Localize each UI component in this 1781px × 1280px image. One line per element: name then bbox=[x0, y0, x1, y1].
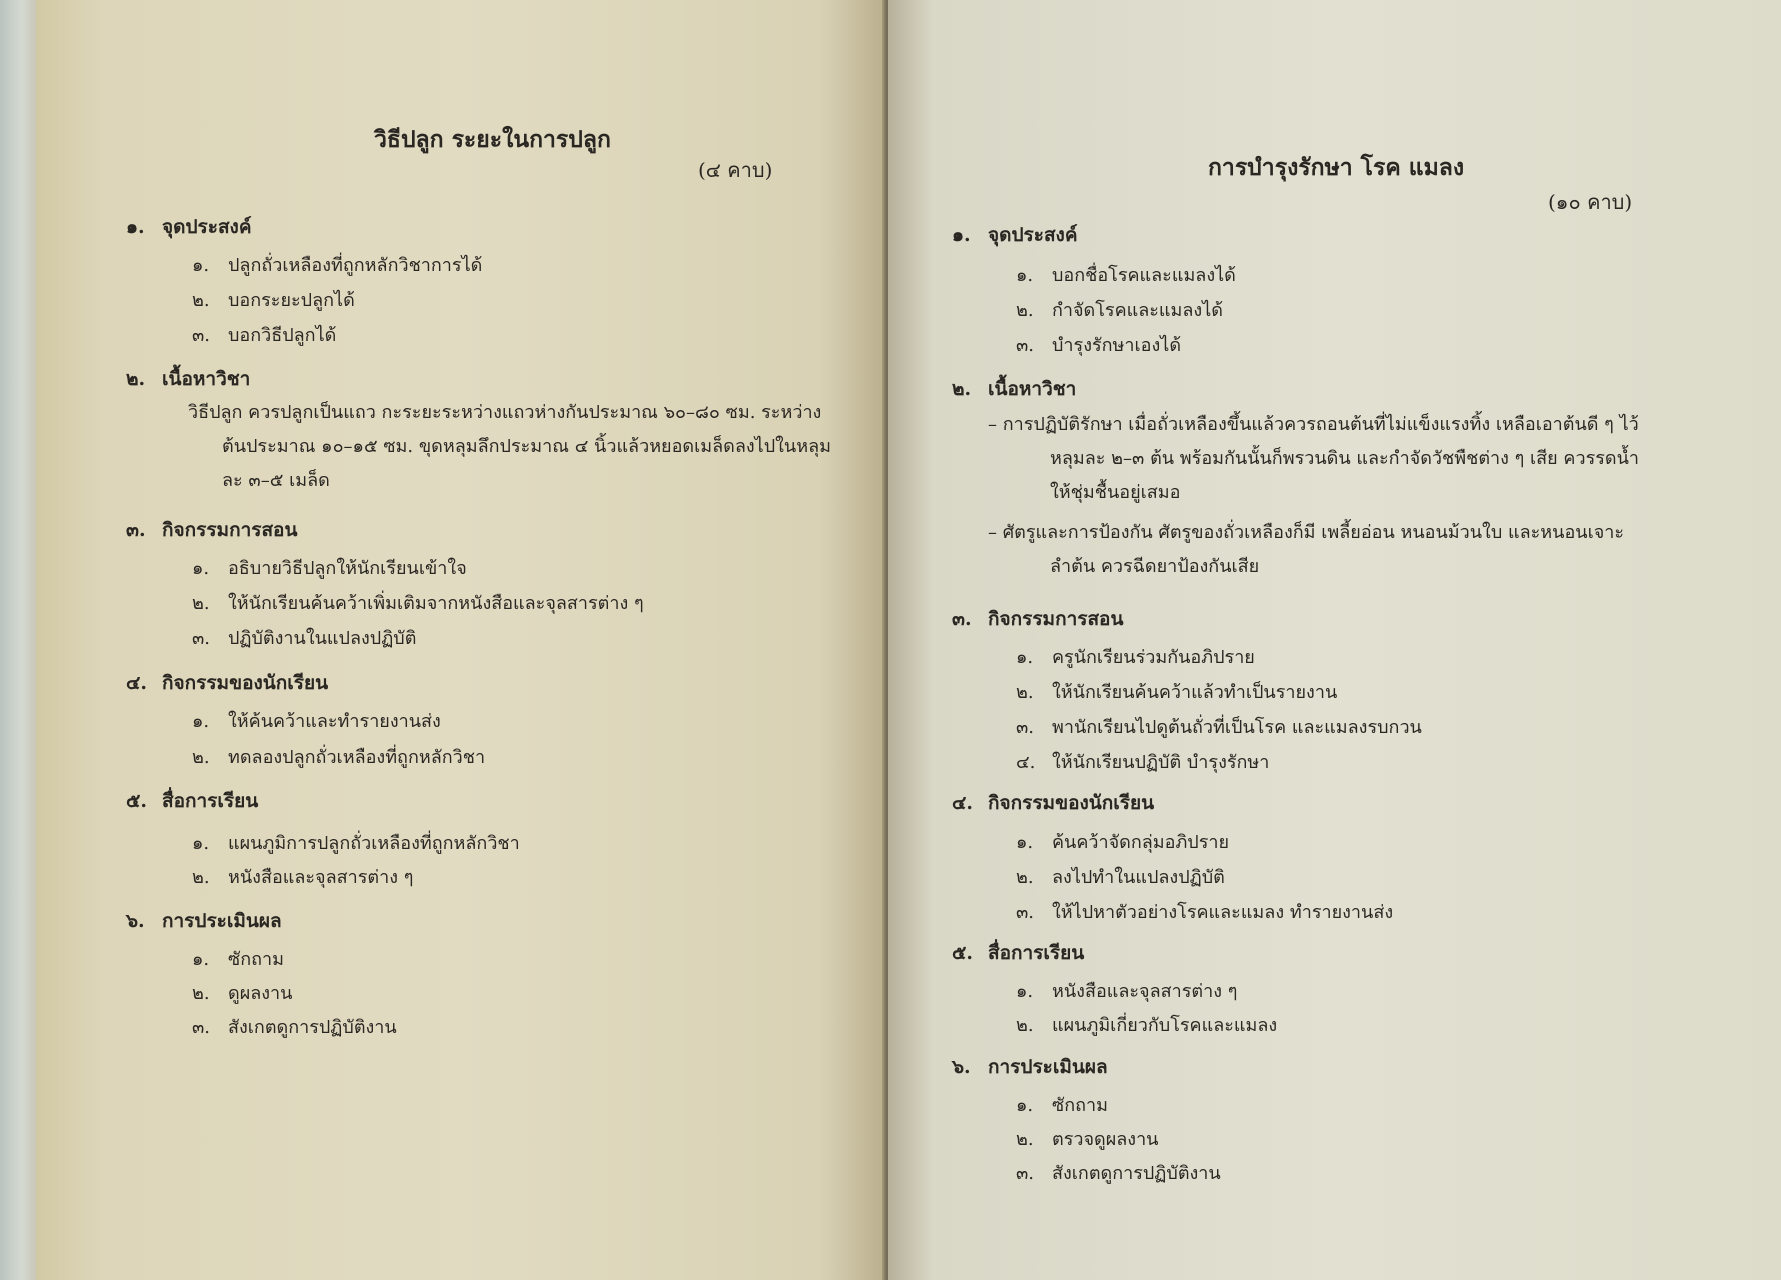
item-text: ครูนักเรียนร่วมกันอภิปราย bbox=[1052, 647, 1255, 668]
item-number: ๑. bbox=[192, 255, 210, 276]
list-item bbox=[192, 862, 413, 891]
section-number: ๑. bbox=[952, 224, 971, 246]
section-heading bbox=[952, 604, 1123, 634]
paragraph-line: ละ ๓–๕ เมล็ด bbox=[222, 470, 330, 491]
list-item bbox=[192, 320, 336, 349]
item-number: ๒. bbox=[1016, 300, 1034, 321]
list-item bbox=[1016, 330, 1181, 359]
section-heading bbox=[952, 938, 1084, 968]
left-page bbox=[36, 0, 888, 1280]
item-number: ๒. bbox=[1016, 1015, 1034, 1036]
section-heading bbox=[952, 374, 1076, 404]
period-count: (๔ คาบ) bbox=[698, 158, 773, 182]
list-item bbox=[192, 588, 644, 617]
page-title: การบำรุงรักษา โรค แมลง bbox=[1208, 154, 1465, 181]
bullet-line: ลำต้น ควรฉีดยาป้องกันเสีย bbox=[1050, 556, 1260, 577]
section-title: จุดประสงค์ bbox=[162, 216, 252, 238]
bullet-line: ให้ชุ่มชื้นอยู่เสมอ bbox=[1050, 482, 1181, 503]
item-number: ๒. bbox=[192, 983, 210, 1004]
item-number: ๓. bbox=[1016, 335, 1035, 356]
item-number: ๓. bbox=[1016, 1163, 1035, 1184]
list-item bbox=[192, 285, 355, 314]
item-number: ๑. bbox=[1016, 647, 1034, 668]
section-title: กิจกรรมการสอน bbox=[162, 519, 298, 541]
right-page bbox=[888, 0, 1781, 1280]
item-text: ให้นักเรียนค้นคว้าเพิ่มเติมจากหนังสือและจุลสารต่าง ๆ bbox=[228, 593, 644, 614]
section-title: สื่อการเรียน bbox=[988, 942, 1085, 964]
section-heading bbox=[952, 788, 1154, 818]
section-title: กิจกรรมของนักเรียน bbox=[988, 792, 1155, 814]
section-number: ๓. bbox=[952, 608, 972, 630]
list-item bbox=[192, 742, 485, 771]
list-item bbox=[1016, 747, 1269, 776]
list-item bbox=[1016, 827, 1229, 856]
section-heading bbox=[952, 1052, 1108, 1082]
item-text: ให้นักเรียนค้นคว้าแล้วทำเป็นรายงาน bbox=[1052, 682, 1338, 703]
item-text: บำรุงรักษาเองได้ bbox=[1052, 335, 1182, 356]
list-item bbox=[1016, 712, 1422, 741]
paragraph-line: ต้นประมาณ ๑๐–๑๕ ซม. ขุดหลุมลึกประมาณ ๔ นิ้วแล้วหยอดเมล็ดลงไปในหลุม bbox=[222, 436, 831, 457]
list-item bbox=[192, 623, 416, 652]
item-text: สังเกตดูการปฏิบัติงาน bbox=[1052, 1163, 1221, 1184]
item-number: ๔. bbox=[1016, 752, 1036, 773]
bullet-line: หลุมละ ๒–๓ ต้น พร้อมกันนั้นก็พรวนดิน และกำจัดวัชพืชต่าง ๆ เสีย ควรรดน้ำ bbox=[1050, 448, 1640, 469]
section-heading bbox=[126, 212, 252, 242]
list-item bbox=[1016, 862, 1225, 891]
item-text: ให้นักเรียนปฏิบัติ บำรุงรักษา bbox=[1052, 752, 1270, 773]
list-item bbox=[1016, 1090, 1108, 1119]
section-heading bbox=[952, 220, 1078, 250]
item-text: บอกวิธีปลูกได้ bbox=[228, 325, 337, 346]
section-title: จุดประสงค์ bbox=[988, 224, 1078, 246]
period-count: (๑๐ คาบ) bbox=[1548, 190, 1633, 214]
section-title: เนื้อหาวิชา bbox=[988, 378, 1077, 400]
list-item bbox=[1016, 260, 1236, 289]
item-number: ๒. bbox=[1016, 682, 1034, 703]
item-text: ดูผลงาน bbox=[228, 983, 293, 1004]
item-number: ๓. bbox=[192, 325, 211, 346]
list-item bbox=[1016, 1010, 1277, 1039]
paragraph-line: วิธีปลูก ควรปลูกเป็นแถว กะระยะระหว่างแถวห่างกันประมาณ ๖๐–๘๐ ซม. ระหว่าง bbox=[188, 402, 822, 423]
content-bullet bbox=[988, 516, 1748, 584]
item-number: ๒. bbox=[1016, 867, 1034, 888]
section-number: ๒. bbox=[126, 368, 146, 390]
list-item bbox=[1016, 642, 1255, 671]
item-text: บอกระยะปลูกได้ bbox=[228, 290, 355, 311]
list-item bbox=[192, 1012, 397, 1041]
item-number: ๑. bbox=[1016, 832, 1034, 853]
list-item bbox=[1016, 897, 1393, 926]
item-number: ๒. bbox=[192, 867, 210, 888]
item-number: ๑. bbox=[192, 833, 210, 854]
item-number: ๒. bbox=[192, 593, 210, 614]
list-item bbox=[1016, 1158, 1221, 1187]
item-text: ซักถาม bbox=[1052, 1095, 1108, 1116]
item-number: ๓. bbox=[1016, 717, 1035, 738]
item-number: ๓. bbox=[1016, 902, 1035, 923]
item-number: ๑. bbox=[192, 711, 210, 732]
item-text: ปฏิบัติงานในแปลงปฏิบัติ bbox=[228, 628, 417, 649]
bullet-line: – ศัตรูและการป้องกัน ศัตรูของถั่วเหลืองก็มี เพลี้ยอ่อน หนอนม้วนใบ และหนอนเจาะ bbox=[988, 522, 1625, 543]
item-text: อธิบายวิธีปลูกให้นักเรียนเข้าใจ bbox=[228, 558, 467, 579]
item-number: ๑. bbox=[1016, 981, 1034, 1002]
item-number: ๓. bbox=[192, 1017, 211, 1038]
item-text: พานักเรียนไปดูต้นถั่วที่เป็นโรค และแมลงรบกวน bbox=[1052, 717, 1422, 738]
section-number: ๑. bbox=[126, 216, 145, 238]
section-number: ๕. bbox=[126, 790, 147, 812]
section-heading bbox=[126, 906, 282, 936]
list-item bbox=[192, 250, 482, 279]
page-title: วิธีปลูก ระยะในการปลูก bbox=[374, 126, 611, 153]
item-text: ทดลองปลูกถั่วเหลืองที่ถูกหลักวิชา bbox=[228, 747, 486, 768]
list-item bbox=[192, 706, 441, 735]
section-heading bbox=[126, 668, 328, 698]
list-item bbox=[192, 978, 292, 1007]
section-heading bbox=[126, 515, 297, 545]
section-title: กิจกรรมของนักเรียน bbox=[162, 672, 329, 694]
list-item bbox=[1016, 976, 1237, 1005]
scan-edge bbox=[0, 0, 36, 1280]
section-number: ๖. bbox=[952, 1056, 971, 1078]
item-text: สังเกตดูการปฏิบัติงาน bbox=[228, 1017, 397, 1038]
section-heading bbox=[126, 364, 250, 394]
section-title: การประเมินผล bbox=[162, 910, 282, 932]
section-title: เนื้อหาวิชา bbox=[162, 368, 251, 390]
item-number: ๓. bbox=[192, 628, 211, 649]
item-number: ๒. bbox=[192, 290, 210, 311]
list-item bbox=[1016, 677, 1337, 706]
content-paragraph bbox=[188, 396, 878, 498]
item-text: กำจัดโรคและแมลงได้ bbox=[1052, 300, 1223, 321]
section-title: การประเมินผล bbox=[988, 1056, 1108, 1078]
section-number: ๔. bbox=[126, 672, 147, 694]
section-number: ๓. bbox=[126, 519, 146, 541]
item-number: ๒. bbox=[1016, 1129, 1034, 1150]
item-text: ให้ค้นคว้าและทำรายงานส่ง bbox=[228, 711, 441, 732]
section-number: ๖. bbox=[126, 910, 145, 932]
item-text: หนังสือและจุลสารต่าง ๆ bbox=[1052, 981, 1238, 1002]
item-text: ลงไปทำในแปลงปฏิบัติ bbox=[1052, 867, 1225, 888]
list-item bbox=[192, 553, 467, 582]
item-number: ๑. bbox=[1016, 1095, 1034, 1116]
section-number: ๒. bbox=[952, 378, 972, 400]
section-number: ๕. bbox=[952, 942, 973, 964]
item-text: บอกชื่อโรคและแมลงได้ bbox=[1052, 265, 1236, 286]
content-bullet bbox=[988, 408, 1748, 510]
item-text: ซักถาม bbox=[228, 949, 284, 970]
item-text: แผนภูมิเกี่ยวกับโรคและแมลง bbox=[1052, 1015, 1278, 1036]
list-item bbox=[192, 828, 520, 857]
list-item bbox=[1016, 295, 1223, 324]
item-text: หนังสือและจุลสารต่าง ๆ bbox=[228, 867, 414, 888]
list-item bbox=[1016, 1124, 1158, 1153]
section-title: กิจกรรมการสอน bbox=[988, 608, 1124, 630]
section-number: ๔. bbox=[952, 792, 973, 814]
item-text: ให้ไปหาตัวอย่างโรคและแมลง ทำรายงานส่ง bbox=[1052, 902, 1394, 923]
item-number: ๑. bbox=[192, 558, 210, 579]
item-text: ปลูกถั่วเหลืองที่ถูกหลักวิชาการได้ bbox=[228, 255, 483, 276]
item-text: แผนภูมิการปลูกถั่วเหลืองที่ถูกหลักวิชา bbox=[228, 833, 520, 854]
section-heading bbox=[126, 786, 258, 816]
bullet-line: – การปฏิบัติรักษา เมื่อถั่วเหลืองขึ้นแล้วควรถอนต้นที่ไม่แข็งแรงทิ้ง เหลือเอาต้นดี ๆ ไว้ bbox=[988, 414, 1639, 435]
list-item bbox=[192, 944, 284, 973]
item-text: ตรวจดูผลงาน bbox=[1052, 1129, 1159, 1150]
item-number: ๒. bbox=[192, 747, 210, 768]
item-number: ๑. bbox=[1016, 265, 1034, 286]
item-number: ๑. bbox=[192, 949, 210, 970]
section-title: สื่อการเรียน bbox=[162, 790, 259, 812]
item-text: ค้นคว้าจัดกลุ่มอภิปราย bbox=[1052, 832, 1230, 853]
